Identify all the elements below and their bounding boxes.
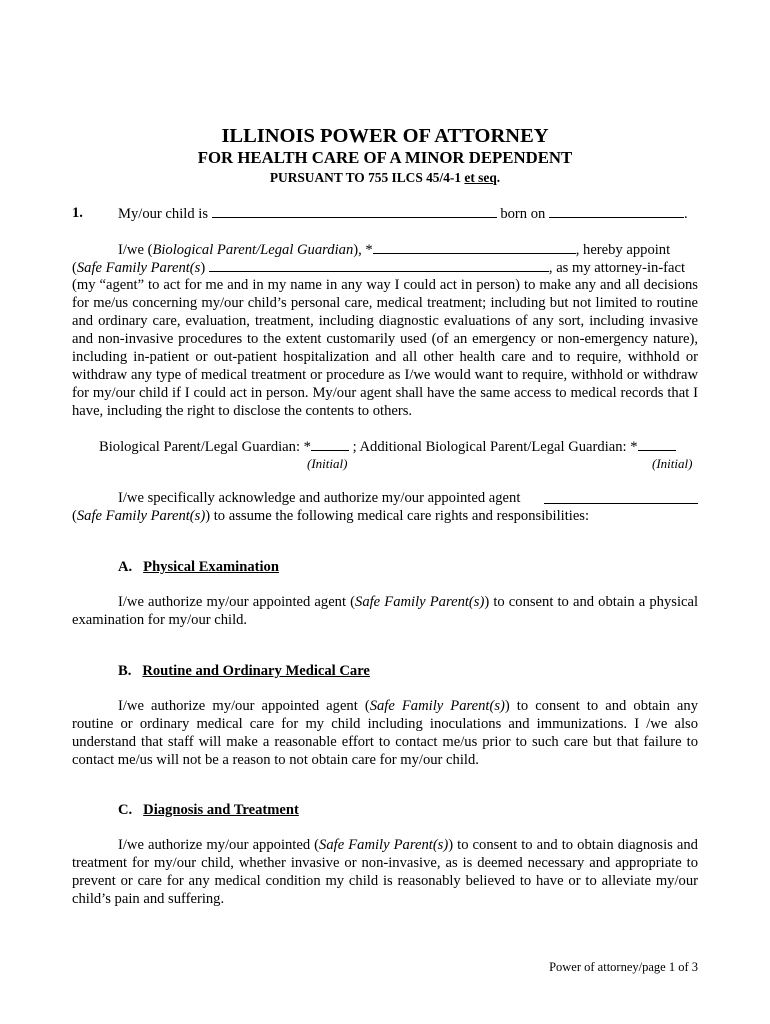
section-a-title: Physical Examination bbox=[143, 559, 279, 575]
initial-caption-right: (Initial) bbox=[652, 456, 693, 471]
section-a-letter: A. bbox=[118, 559, 133, 575]
section-text: I/we authorize my/our appointed agent ( bbox=[118, 594, 356, 610]
born-label: born on bbox=[500, 206, 546, 222]
section-c-title: Diagnosis and Treatment bbox=[143, 802, 299, 818]
appoint-text: ), * bbox=[353, 242, 373, 258]
acknowledge-text: I/we specifically acknowledge and authorize my/our appointed agent bbox=[118, 490, 521, 506]
section-text: I/we authorize my/our appointed ( bbox=[118, 837, 320, 853]
item-1-end: . bbox=[683, 206, 688, 222]
agent-name-field[interactable] bbox=[544, 490, 698, 504]
statute-et-seq: et seq bbox=[464, 170, 497, 185]
document-subtitle: FOR HEALTH CARE OF A MINOR DEPENDENT bbox=[197, 148, 573, 167]
statute-reference bbox=[0, 169, 770, 186]
appoint-role: Biological Parent/Legal Guardian bbox=[152, 242, 354, 258]
item-1-number: 1. bbox=[72, 205, 83, 221]
acknowledge-line-1 bbox=[118, 489, 520, 507]
section-text: I/we authorize my/our appointed agent ( bbox=[118, 698, 370, 714]
child-label: My/our child is bbox=[118, 206, 208, 222]
section-a-heading bbox=[118, 558, 279, 576]
appoint-text: I/we ( bbox=[118, 242, 153, 258]
section-a-text bbox=[72, 593, 698, 629]
page-number: Power of attorney/page 1 of 3 bbox=[549, 960, 698, 974]
appoint-text: , hereby appoint bbox=[575, 242, 671, 258]
section-text: ) to consent to and obtain any routine or ordinary medical care for my child including inoculations and immunizations. I /we also understand that staff will make a reasonable effort to contact me/us prior to such care but that failure to contact me/us will not be a reason to not obtain care for my/our child. bbox=[72, 698, 699, 768]
section-b-heading bbox=[118, 662, 370, 680]
initial-caption-left: (Initial) bbox=[307, 456, 348, 471]
section-role: Safe Family Parent(s) bbox=[319, 837, 449, 853]
document-title: ILLINOIS POWER OF ATTORNEY bbox=[221, 125, 549, 147]
appoint-text: ( bbox=[72, 260, 77, 276]
initials-line bbox=[99, 437, 676, 456]
acknowledge-line-2: (Safe Family Parent(s)) to assume the following medical care rights and responsibilities: bbox=[72, 508, 590, 524]
section-role: Safe Family Parent(s) bbox=[369, 698, 505, 714]
section-b-title: Routine and Ordinary Medical Care bbox=[142, 663, 370, 679]
section-text: ) to consent to and to obtain diagnosis and treatment for my/our child, whether invasive or non-invasive, as is deemed necessary and appropriate to prevent or care for any medical condition my child is reasonably believed to have or to alleviate my/our child’s pain and suffering. bbox=[72, 837, 698, 907]
appoint-role: Safe Family Parent(s bbox=[76, 260, 201, 276]
parent-name-field[interactable] bbox=[373, 240, 576, 254]
statute-period: . bbox=[496, 170, 501, 185]
initials-left-field[interactable] bbox=[311, 437, 349, 451]
child-line bbox=[118, 204, 688, 223]
appoint-body: (my “agent” to act for me and in my name in any way I could act in person) to make any and all decisions for me/us concerning my/our child’s personal care, medical treatment; including but not limited to routine and ordinary care, evaluation, treatment, including diagnostic evaluations of any sort, including invasive and non-invasive procedures to the extent customarily used (of an emergency or non-emergency nature), including in-patient or out-patient hospitalization and all other health care and to require, withhold or withdraw any type of medical treatment or procedure as I/we would want to require, withhold or withdraw for my/our child if I could act in person. My/our agent shall have the same access to medical records that I have, including the right to disclose the contents to others. bbox=[72, 277, 698, 419]
acknowledge-role: Safe Family Parent(s) bbox=[76, 508, 206, 524]
appoint-text: , as my attorney-in-fact bbox=[548, 260, 686, 276]
initials-left-label: Biological Parent/Legal Guardian: * bbox=[99, 439, 311, 455]
safe-family-parent-field[interactable] bbox=[209, 258, 549, 272]
initials-separator: ; bbox=[348, 439, 360, 455]
initials-right-label: Additional Biological Parent/Legal Guardian: * bbox=[359, 439, 638, 455]
section-c-letter: C. bbox=[118, 802, 133, 818]
section-b-text bbox=[72, 697, 698, 769]
appoint-line-2 bbox=[72, 258, 698, 277]
section-b-letter: B. bbox=[118, 663, 132, 679]
statute-prefix: PURSUANT TO 755 ILCS 45/4-1 bbox=[269, 170, 465, 185]
section-text: ) to consent to and obtain a physical examination for my/our child. bbox=[72, 594, 699, 628]
child-name-field[interactable] bbox=[212, 204, 497, 218]
section-c-heading bbox=[118, 801, 299, 819]
item-1 bbox=[72, 204, 83, 222]
birth-date-field[interactable] bbox=[549, 204, 684, 218]
appoint-text: ) bbox=[200, 260, 206, 276]
section-role: Safe Family Parent(s) bbox=[355, 594, 485, 610]
section-c-text bbox=[72, 836, 698, 908]
acknowledge-text: ) to assume the following medical care rights and responsibilities: bbox=[205, 508, 590, 524]
initials-right-field[interactable] bbox=[638, 437, 676, 451]
appoint-line-1 bbox=[118, 240, 698, 259]
